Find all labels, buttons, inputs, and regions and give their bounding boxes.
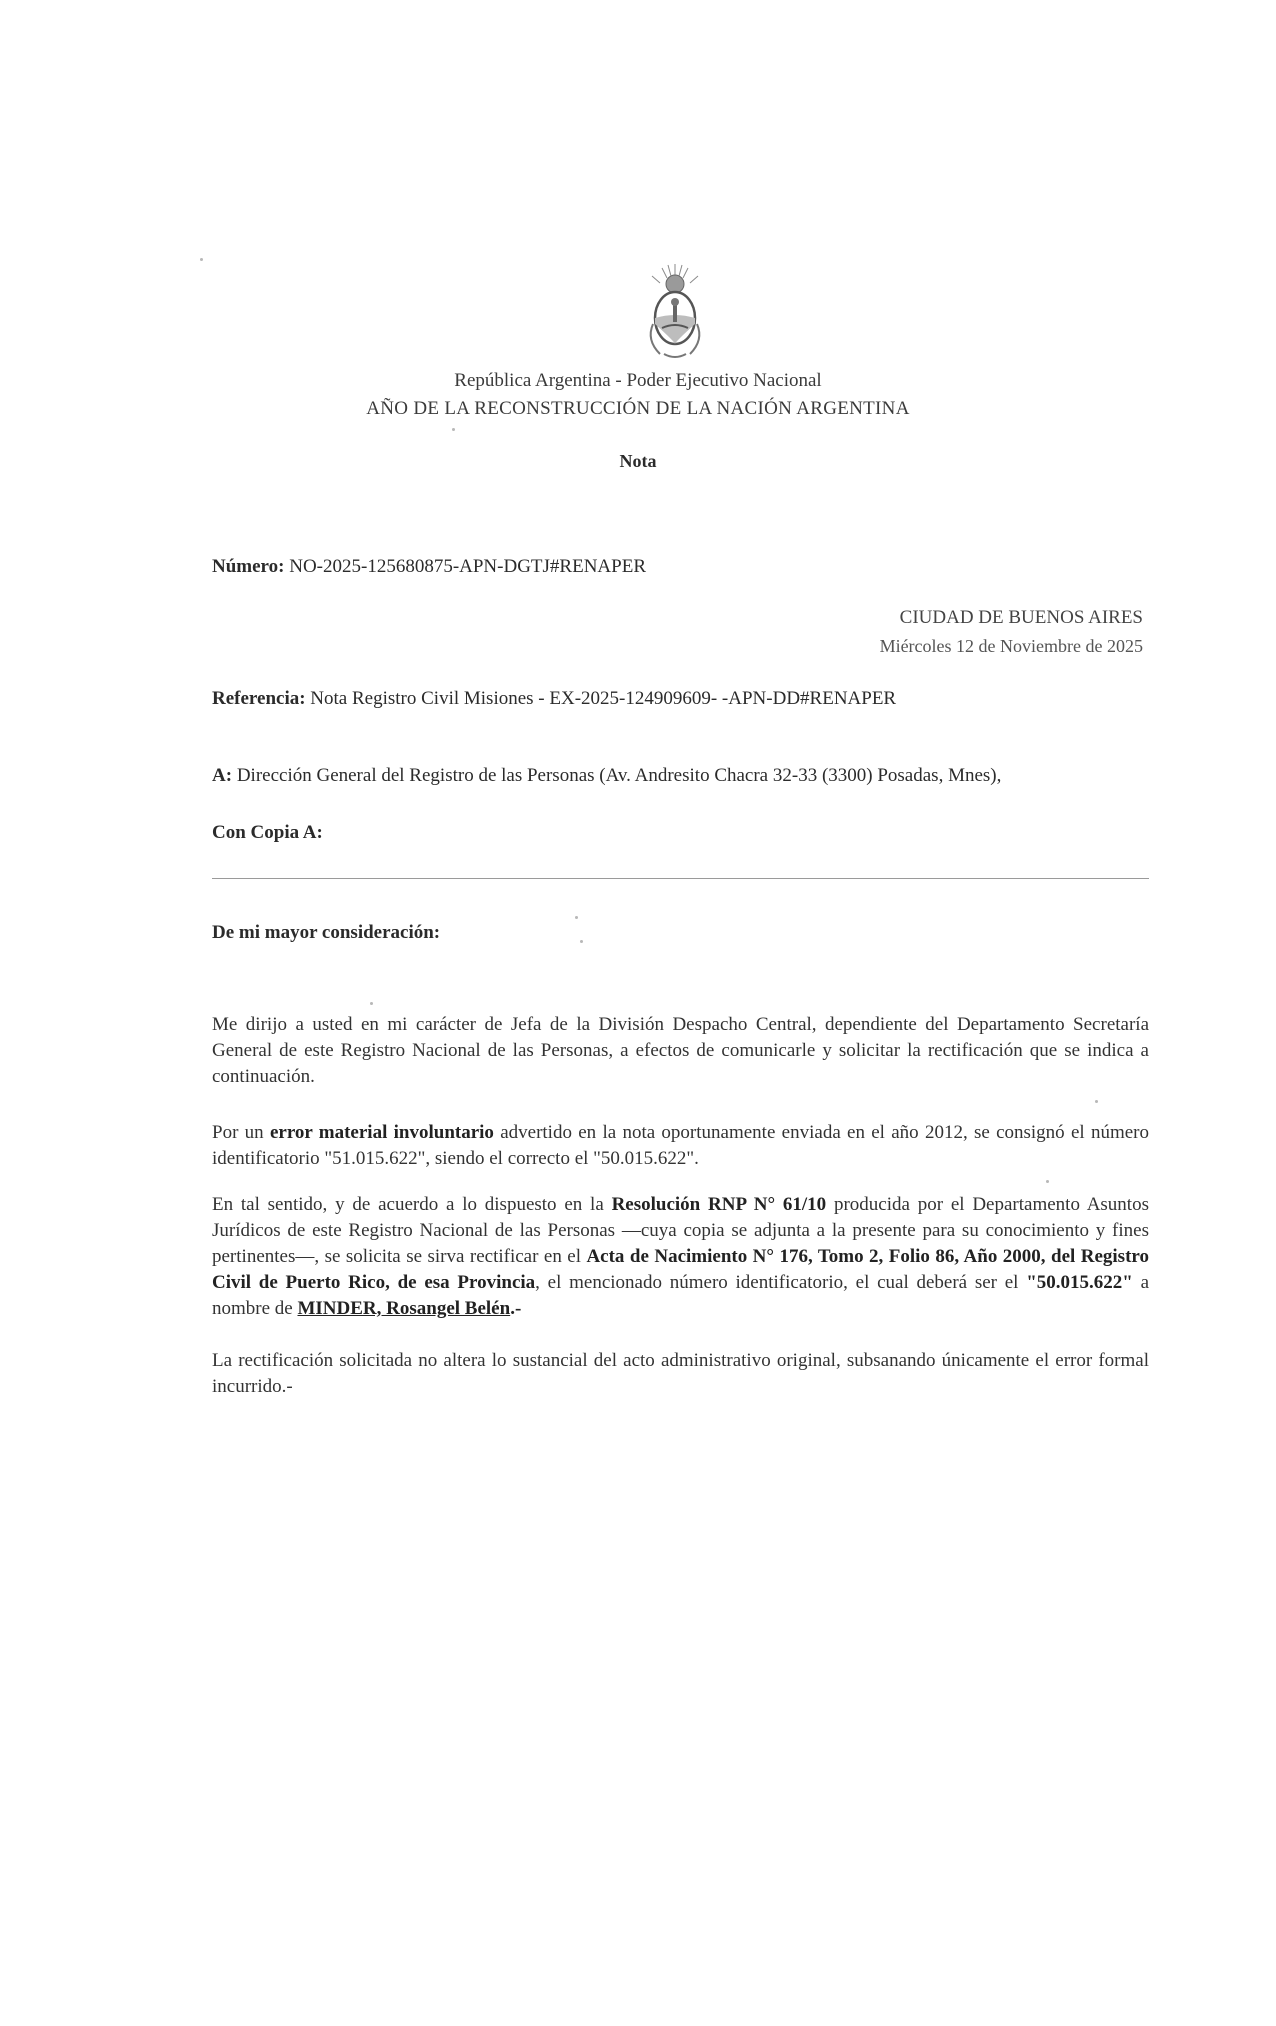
p2-text-c: advertido en la nota oportunamente enviada en el año 2012, se consignó el número identificatorio "51.015.622", siendo el correcto el "50.015.622".	[212, 1122, 1149, 1169]
numero-value: NO-2025-125680875-APN-DGTJ#RENAPER	[289, 556, 646, 577]
p2-text-a: Por un	[212, 1122, 270, 1143]
scan-speck	[370, 1002, 373, 1005]
date: Miércoles 12 de Noviembre de 2025	[879, 636, 1143, 656]
paragraph-request	[212, 1192, 1149, 1322]
referencia-value: Nota Registro Civil Misiones - EX-2025-124909609- -APN-DD#RENAPER	[310, 688, 897, 709]
p3-text-a: En tal sentido, y de acuerdo a lo dispuesto en la	[212, 1194, 612, 1215]
paragraph-intro: Me dirijo a usted en mi carácter de Jefa de la División Despacho Central, dependiente del Departamento Secretaría General de este Registro Nacional de las Personas, a efectos de comunicarle y solicitar la rectificación que se indica a continuación.	[212, 1014, 1149, 1087]
scan-speck	[1046, 1180, 1049, 1183]
scan-speck	[452, 428, 455, 431]
place: CIUDAD DE BUENOS AIRES	[899, 607, 1143, 628]
copy-to-label: Con Copia A:	[212, 822, 323, 843]
paragraph-closing: La rectificación solicitada no altera lo sustancial del acto administrativo original, subsanando únicamente el error formal incurrido.-	[212, 1350, 1149, 1397]
referencia-label: Referencia:	[212, 688, 306, 709]
recipient-label: A:	[212, 765, 233, 786]
document-type: Nota	[619, 451, 657, 471]
p3-text-g: a nombre de	[212, 1272, 1150, 1319]
national-seal-icon	[640, 262, 710, 362]
recipient-line	[212, 765, 1001, 787]
numero-label: Número:	[212, 556, 285, 577]
greeting: De mi mayor consideración:	[212, 922, 441, 943]
scan-speck	[1095, 1100, 1098, 1103]
p3-text-c: producida por el Departamento Asuntos Jurídicos de este Registro Nacional de las Personas —cuya copia se adjunta a la presente para su conocimiento y fines pertinentes—, se solicita se sirva rectificar en el	[212, 1194, 1149, 1267]
scan-speck	[575, 916, 578, 919]
paragraph-error	[212, 1120, 1149, 1172]
p3-resolution: Resolución RNP N° 61/10	[611, 1194, 827, 1215]
referencia-line	[212, 688, 896, 710]
p3-person-name: MINDER, Rosangel Belén	[297, 1298, 511, 1319]
header-republic: República Argentina - Poder Ejecutivo Nacional	[454, 370, 822, 391]
divider	[212, 878, 1149, 879]
scan-speck	[580, 940, 583, 943]
p2-bold: error material involuntario	[269, 1122, 494, 1143]
p3-acta: Acta de Nacimiento N° 176, Tomo 2, Folio 86, Año 2000, del Registro Civil de Puerto Rico, de esa Provincia	[212, 1246, 1149, 1293]
p3-text-i: .-	[510, 1298, 522, 1319]
scan-speck	[200, 258, 203, 261]
recipient-value: Dirección General del Registro de las Personas (Av. Andresito Chacra 32-33 (3300) Posadas, Mnes),	[236, 765, 1002, 786]
p3-text-e: , el mencionado número identificatorio, el cual deberá ser el	[535, 1272, 1027, 1293]
numero-line	[212, 556, 646, 578]
header-year-motto: AÑO DE LA RECONSTRUCCIÓN DE LA NACIÓN ARGENTINA	[366, 398, 910, 419]
p3-correct-number: "50.015.622"	[1026, 1272, 1133, 1293]
